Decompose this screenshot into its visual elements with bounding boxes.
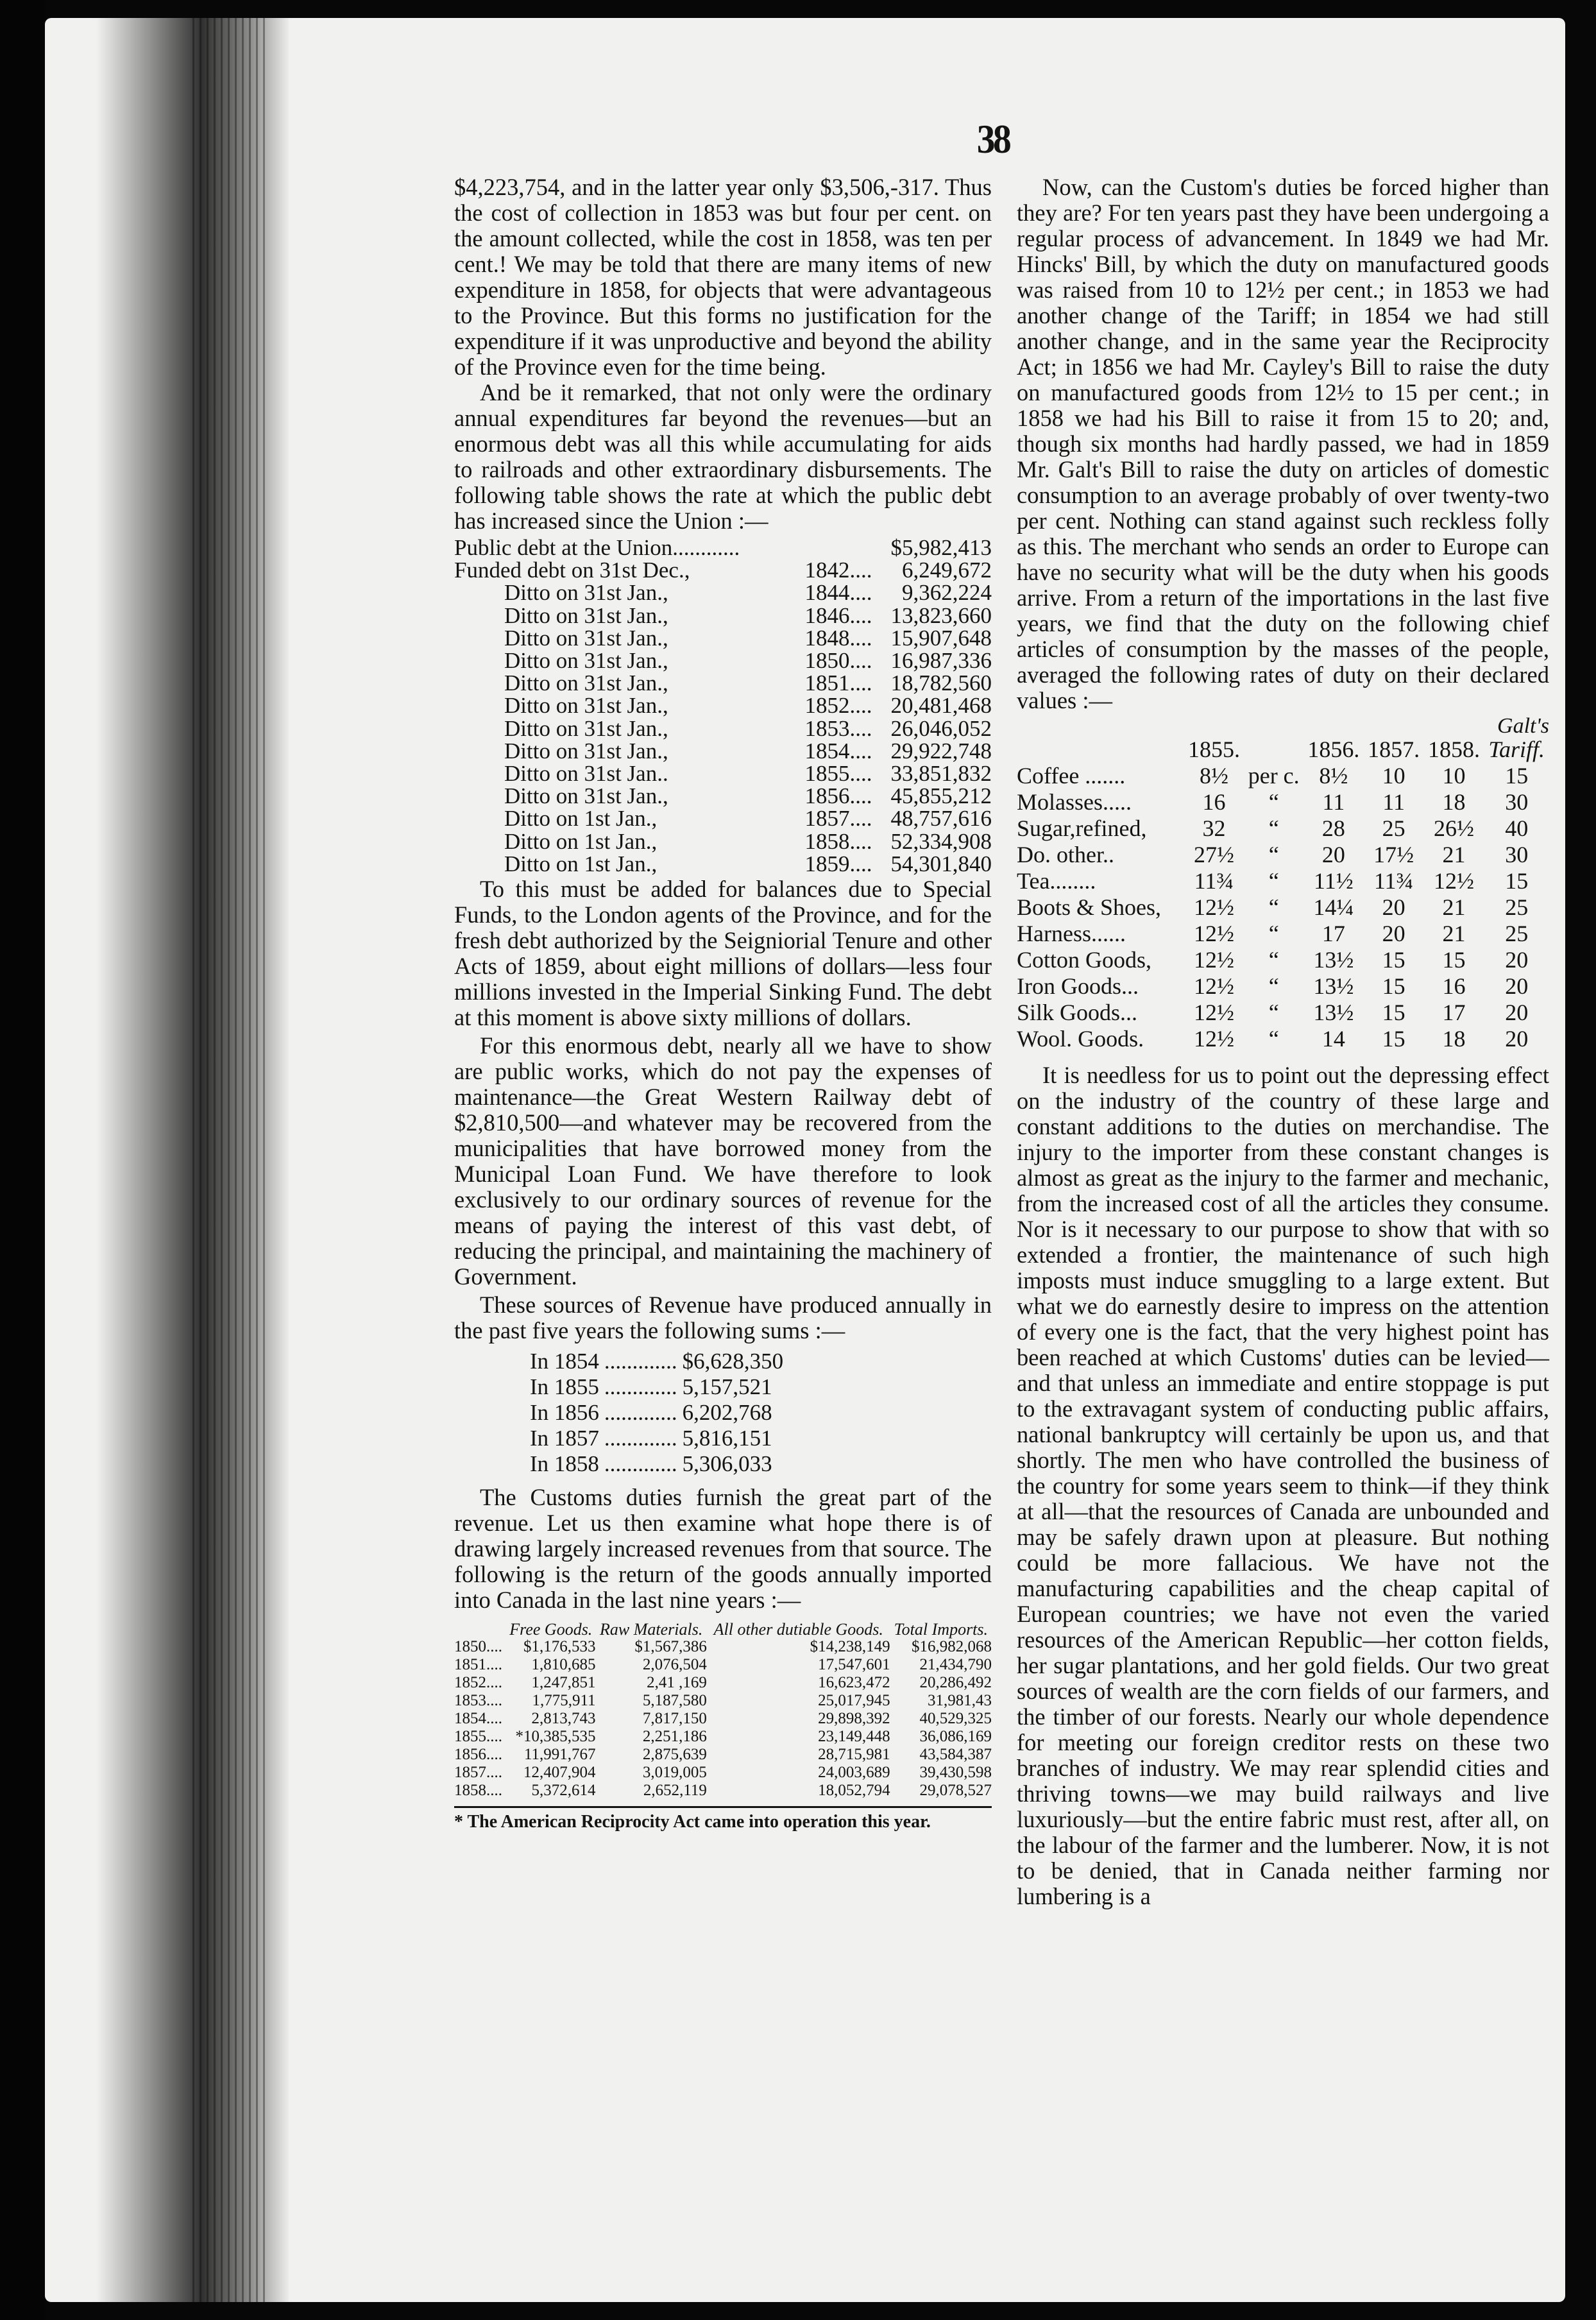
table-cell: 13½ bbox=[1313, 1000, 1354, 1025]
table-cell: 28 bbox=[1321, 815, 1345, 841]
table-row bbox=[454, 672, 992, 694]
table-cell: 2,652,119 bbox=[643, 1782, 707, 1800]
table-cell: 24,003,689 bbox=[818, 1764, 890, 1782]
debt-label: Ditto on 31st Jan., bbox=[504, 670, 668, 696]
table-cell: 1,810,685 bbox=[531, 1656, 596, 1674]
paragraph: For this enormous debt, nearly all we have to show are public works, which do not pay the expenses of maintenance—the Great Western Railway debt of $2,810,500—and whatever may be recovered from the municipalities that have borrowed money from the Municipal Loan Fund. We have therefore to look exclusively to our ordinary sources of revenue for the means of paying the interest of this vast debt, of reducing the principal, and maintaining the machinery of Government. bbox=[454, 1032, 992, 1290]
table-cell: Iron Goods... bbox=[1017, 973, 1139, 999]
table-cell: 14¼ bbox=[1313, 894, 1354, 920]
table-row bbox=[454, 1782, 992, 1800]
table-cell: 10 bbox=[1382, 763, 1405, 789]
paragraph: These sources of Revenue have produced annually in the past five years the following sums :— bbox=[454, 1292, 992, 1344]
table-row bbox=[454, 581, 992, 604]
debt-label: Ditto on 1st Jan., bbox=[504, 828, 658, 854]
debt-label: Ditto on 31st Jan., bbox=[504, 625, 668, 651]
table-cell: 16 bbox=[1442, 973, 1466, 999]
debt-amount: $5,982,413 bbox=[890, 535, 992, 560]
debt-label: Ditto on 1st Jan., bbox=[504, 806, 658, 832]
revenue-amount: 5,157,521 bbox=[682, 1374, 772, 1400]
leader-dots: ............. bbox=[604, 1451, 677, 1477]
table-cell: 21 bbox=[1442, 842, 1466, 867]
binding-page-edges bbox=[192, 18, 269, 2302]
table-cell: 1855.... bbox=[454, 1728, 502, 1746]
table-row bbox=[1017, 921, 1549, 947]
table-cell: 17,547,601 bbox=[818, 1656, 890, 1674]
debt-amount: 15,907,648 bbox=[890, 625, 992, 651]
table-cell: $1,567,386 bbox=[634, 1638, 707, 1656]
revenue-amount: 5,306,033 bbox=[682, 1451, 772, 1477]
table-row bbox=[454, 830, 992, 853]
table-row bbox=[454, 762, 992, 785]
debt-amount: 16,987,336 bbox=[890, 648, 992, 674]
table-row bbox=[454, 1674, 992, 1692]
table-cell: $1,176,533 bbox=[523, 1638, 596, 1656]
table-cell: 25 bbox=[1505, 921, 1529, 946]
table-cell: 18,052,794 bbox=[818, 1782, 890, 1800]
debt-label: Ditto on 31st Jan., bbox=[504, 738, 668, 763]
column-header: 1856. bbox=[1307, 737, 1360, 762]
table-cell: 11¾ bbox=[1194, 868, 1234, 894]
table-row bbox=[530, 1426, 783, 1451]
right-column bbox=[1017, 175, 1549, 1912]
table-cell: 12½ bbox=[1433, 868, 1474, 894]
table-row bbox=[454, 1710, 992, 1728]
table-cell: 7,817,150 bbox=[642, 1710, 707, 1728]
table-cell: 29,898,392 bbox=[818, 1710, 890, 1728]
table-cell: 1851.... bbox=[454, 1656, 502, 1674]
paragraph: It is needless for us to point out the depressing effect on the industry of the country of these large and constant additions to the duties on merchandise. The injury to the importer from these constant changes is almost as great as the injury to the farmer and mechanic, from the increased cost of all the articles they consume. Nor is it necessary to our purpose to show that with so extended a frontier, the maintenance of such high imposts must induce smuggling to a large extent. But what we do earnestly desire to impress on the attention of every one is the fact, that the very highest point has been reached at which Customs' duties can be levied—and that unless an immediate and entire stoppage is put to the extravagant system of conducting public affairs, national bankruptcy will certainly be upon us, and that shortly. The men who have controlled the business of the country for some years seem to think—if they think at all—that the resources of Canada are unbounded and may be safely drawn upon at pleasure. But nothing could be more fallacious. We have not the manufacturing capabilities and the cheap capital of European countries; we have not even the varied resources of the American Republic—her cotton fields, her sugar plantations, and her gold fields. Our two great sources of wealth are the corn fields of our farmers, and the timber of our forests. Nearly our whole dependence for meeting our foreign creditor rests on these two branches of industry. We may rear splendid cities and thriving towns—we may build railways and live luxuriously—but the entire fabric must rest, after all, on the labour of the farmer and the lumberer. Now, it is not to be denied, that in Canada neither farming nor lumbering is a bbox=[1017, 1062, 1549, 1909]
table-cell: 15 bbox=[1382, 973, 1405, 999]
column-header: Tariff. bbox=[1488, 737, 1545, 762]
debt-label: Ditto on 31st Jan., bbox=[504, 715, 668, 741]
table-cell: Do. other.. bbox=[1017, 842, 1114, 867]
table-row bbox=[530, 1374, 783, 1400]
table-cell: 1854.... bbox=[454, 1710, 502, 1728]
table-row bbox=[454, 740, 992, 762]
table-cell: 30 bbox=[1505, 789, 1529, 815]
table-cell: 21 bbox=[1442, 894, 1466, 920]
table-row bbox=[454, 559, 992, 581]
revenue-year: In 1855 bbox=[530, 1374, 599, 1400]
debt-label: Ditto on 1st Jan., bbox=[504, 851, 658, 876]
table-cell: 10 bbox=[1442, 763, 1466, 789]
table-cell: 16 bbox=[1202, 789, 1226, 815]
table-cell: 40,529,325 bbox=[919, 1710, 992, 1728]
table-cell: 1,247,851 bbox=[531, 1674, 596, 1692]
table-row bbox=[1017, 1000, 1549, 1026]
table-cell: 1857.... bbox=[454, 1764, 502, 1782]
debt-amount: 18,782,560 bbox=[890, 670, 992, 696]
table-cell: 15 bbox=[1505, 763, 1529, 789]
paragraph: $4,223,754, and in the latter year only $3,506,-317. Thus the cost of collection in 1853 was but four per cent. on the amount collected, while the cost in 1858, was ten per cent.! We may be told that there are many items of new expenditure in 1858, for objects that were advantageous to the Province. But this forms no justification for the expenditure if it was unproductive and beyond the ability of the Province even for the time being. bbox=[454, 174, 992, 380]
table-cell: 20 bbox=[1505, 973, 1529, 999]
table-cell: 17 bbox=[1321, 921, 1345, 946]
table-row bbox=[454, 1764, 992, 1782]
table-cell: 39,430,598 bbox=[919, 1764, 992, 1782]
table-cell: “ bbox=[1268, 815, 1279, 841]
revenue-amount: 6,202,768 bbox=[682, 1400, 772, 1426]
revenue-amount: $6,628,350 bbox=[682, 1349, 784, 1374]
table-cell: 17½ bbox=[1373, 842, 1414, 867]
public-debt-table bbox=[454, 536, 992, 875]
table-cell: 18 bbox=[1442, 1026, 1466, 1052]
table-cell: 20 bbox=[1505, 947, 1529, 973]
table-row bbox=[1017, 815, 1549, 842]
table-row bbox=[454, 536, 992, 559]
debt-label: Ditto on 31st Jan.. bbox=[504, 761, 668, 787]
table-cell: 1850.... bbox=[454, 1638, 502, 1656]
table-cell: 20 bbox=[1382, 921, 1405, 946]
revenue-year: In 1858 bbox=[530, 1451, 599, 1477]
table-cell: “ bbox=[1268, 947, 1279, 973]
table-cell: 11 bbox=[1322, 789, 1345, 815]
table-cell: “ bbox=[1268, 842, 1279, 867]
table-cell: $14,238,149 bbox=[810, 1638, 890, 1656]
debt-amount: 33,851,832 bbox=[890, 761, 992, 787]
table-cell: Molasses..... bbox=[1017, 789, 1132, 815]
table-cell: 12½ bbox=[1194, 1000, 1234, 1025]
debt-date: 1859.... bbox=[804, 851, 872, 876]
leader-dots: ............. bbox=[604, 1400, 677, 1426]
column-header: 1857. bbox=[1368, 737, 1420, 762]
table-row bbox=[1017, 973, 1549, 1000]
revenue-amount: 5,816,151 bbox=[682, 1426, 772, 1451]
column-header: 1855. bbox=[1188, 737, 1240, 762]
table-cell: 1856.... bbox=[454, 1746, 502, 1764]
leader-dots: ............. bbox=[604, 1426, 677, 1451]
table-cell: 5,187,580 bbox=[642, 1692, 707, 1710]
table-cell: 18 bbox=[1442, 789, 1466, 815]
debt-label: Ditto on 31st Jan., bbox=[504, 648, 668, 674]
table-cell: 20 bbox=[1382, 894, 1405, 920]
table-cell: 1858.... bbox=[454, 1782, 502, 1800]
debt-date: 1857.... bbox=[804, 806, 872, 832]
table-cell: 2,251,186 bbox=[642, 1728, 707, 1746]
table-cell: 25,017,945 bbox=[818, 1692, 890, 1710]
debt-date: 1854.... bbox=[804, 738, 872, 763]
table-cell: 17 bbox=[1442, 1000, 1466, 1025]
table-cell: 11,991,767 bbox=[523, 1746, 596, 1764]
table-cell: 29,078,527 bbox=[919, 1782, 992, 1800]
table-cell: Wool. Goods. bbox=[1017, 1026, 1144, 1052]
table-cell: 40 bbox=[1505, 815, 1529, 841]
debt-date: 1851.... bbox=[804, 670, 872, 696]
table-cell: 5,372,614 bbox=[531, 1782, 596, 1800]
table-cell: 13½ bbox=[1313, 947, 1354, 973]
column-header: Total Imports. bbox=[894, 1620, 989, 1639]
table-cell: “ bbox=[1268, 894, 1279, 920]
page-number: 38 bbox=[976, 116, 1010, 162]
table-cell: 16,623,472 bbox=[818, 1674, 890, 1692]
table-row bbox=[454, 1638, 992, 1656]
table-cell: 43,584,387 bbox=[919, 1746, 992, 1764]
debt-amount: 29,922,748 bbox=[890, 738, 992, 763]
table-cell: 20,286,492 bbox=[919, 1674, 992, 1692]
table-row bbox=[454, 649, 992, 672]
table-cell: “ bbox=[1268, 789, 1279, 815]
debt-date: 1844.... bbox=[804, 580, 872, 606]
debt-label: Ditto on 31st Jan., bbox=[504, 783, 668, 809]
debt-date: 1850.... bbox=[804, 648, 872, 674]
table-cell: 15 bbox=[1505, 868, 1529, 894]
table-cell: 8½ bbox=[1319, 763, 1348, 789]
column-header: 1858. bbox=[1427, 737, 1480, 762]
table-cell: 27½ bbox=[1194, 842, 1234, 867]
debt-date: 1858.... bbox=[804, 828, 872, 854]
table-cell: 14 bbox=[1321, 1026, 1345, 1052]
table-row bbox=[454, 717, 992, 740]
table-cell: 20 bbox=[1321, 842, 1345, 867]
table-cell: Boots & Shoes, bbox=[1017, 894, 1162, 920]
table-row bbox=[454, 627, 992, 649]
table-cell: Coffee ....... bbox=[1017, 763, 1126, 789]
column-header bbox=[1017, 737, 1184, 763]
table-cell: 12½ bbox=[1194, 921, 1234, 946]
debt-amount: 48,757,616 bbox=[890, 806, 992, 832]
table-cell: 11½ bbox=[1314, 868, 1354, 894]
table-cell: 1,775,911 bbox=[532, 1692, 596, 1710]
debt-label: Ditto on 31st Jan., bbox=[504, 693, 668, 719]
table-cell: Harness...... bbox=[1017, 921, 1126, 946]
table-cell: 12½ bbox=[1194, 947, 1234, 973]
table-cell: 2,076,504 bbox=[642, 1656, 707, 1674]
debt-amount: 26,046,052 bbox=[890, 715, 992, 741]
paragraph: Now, can the Custom's duties be forced higher than they are? For ten years past they have been undergoing a regular process of advancement. In 1849 we had Mr. Hincks' Bill, by which the duty on manufactured goods was raised from 10 to 12½ per cent.; in 1853 we had another change of the Tariff; in 1854 we had still another change, and in the same year the Reciprocity Act; in 1856 we had Mr. Cayley's Bill to raise the duty on manufactured goods from 12½ to 15 per cent.; in 1858 we had his Bill to raise it from 15 to 20; and, though six months had hardly passed, we had in 1859 Mr. Galt's Bill to raise the duty on articles of domestic consumption to an average probably of over twenty-two per cent. Nothing can stand against such reckless folly as this. The merchant who sends an order to Europe can have no security what will be the duty when his goods arrive. From a return of the importations in the last five years, we find that the duty on the following chief articles of consumption by the masses of the people, averaged the following rates of duty on their declared values :— bbox=[1017, 174, 1549, 713]
table-cell: 13½ bbox=[1313, 973, 1354, 999]
debt-label: Public debt at the Union............ bbox=[454, 535, 740, 560]
revenue-year: In 1856 bbox=[530, 1400, 599, 1426]
table-row bbox=[530, 1349, 783, 1374]
debt-date: 1855.... bbox=[804, 761, 872, 787]
column-header bbox=[1244, 737, 1303, 763]
table-cell: 11¾ bbox=[1373, 868, 1414, 894]
table-cell: “ bbox=[1268, 868, 1279, 894]
table-cell: 1853.... bbox=[454, 1692, 502, 1710]
duty-rates-table bbox=[1017, 737, 1549, 1052]
table-cell: Tea........ bbox=[1017, 868, 1096, 894]
table-cell: 8½ bbox=[1200, 763, 1228, 789]
debt-date: 1856.... bbox=[804, 783, 872, 809]
debt-date: 1842.... bbox=[804, 558, 872, 583]
table-cell: 12½ bbox=[1194, 973, 1234, 999]
table-cell: Silk Goods... bbox=[1017, 1000, 1138, 1025]
divider bbox=[454, 1806, 992, 1808]
table-cell: Cotton Goods, bbox=[1017, 947, 1152, 973]
table-row bbox=[1017, 868, 1549, 894]
debt-amount: 52,334,908 bbox=[890, 828, 992, 854]
table-cell: 20 bbox=[1505, 1026, 1529, 1052]
table-cell: 11 bbox=[1382, 789, 1405, 815]
debt-amount: 6,249,672 bbox=[902, 558, 992, 583]
table-row bbox=[530, 1400, 783, 1426]
table-cell: 15 bbox=[1382, 947, 1405, 973]
table-cell: *10,385,535 bbox=[515, 1728, 596, 1746]
table-cell: per c. bbox=[1248, 763, 1300, 789]
paragraph: The Customs duties furnish the great part of the revenue. Let us then examine what hope there is of drawing largely increased revenues from that source. The following is the return of the goods annually imported into Canada in the last nine years :— bbox=[454, 1484, 992, 1614]
table-cell: 3,019,005 bbox=[642, 1764, 707, 1782]
table-cell: 31,981,43 bbox=[928, 1692, 992, 1710]
paragraph: To this must be added for balances due to Special Funds, to the London agents of the Province, and for the fresh debt authorized by the Seigniorial Tenure and other Acts of 1859, about eight millions of dollars—less four millions invested in the Imperial Sinking Fund. The debt at this moment is above sixty millions of dollars. bbox=[454, 876, 992, 1031]
table-cell: 21,434,790 bbox=[919, 1656, 992, 1674]
footnote: * The American Reciprocity Act came into operation this year. bbox=[454, 1812, 931, 1832]
table-row bbox=[454, 604, 992, 627]
table-cell: “ bbox=[1268, 921, 1279, 946]
table-row bbox=[454, 785, 992, 807]
table-row bbox=[1017, 1026, 1549, 1052]
revenue-year: In 1854 bbox=[530, 1349, 599, 1374]
table-row bbox=[454, 1728, 992, 1746]
table-cell: $16,982,068 bbox=[912, 1638, 992, 1656]
revenue-year: In 1857 bbox=[530, 1426, 599, 1451]
table-row bbox=[454, 807, 992, 830]
debt-label: Funded debt on 31st Dec., bbox=[454, 558, 690, 583]
table-cell: “ bbox=[1268, 973, 1279, 999]
table-cell: “ bbox=[1268, 1026, 1279, 1052]
debt-date bbox=[792, 536, 872, 559]
debt-amount: 13,823,660 bbox=[890, 602, 992, 628]
table-row bbox=[454, 1692, 992, 1710]
table-cell: 1852.... bbox=[454, 1674, 502, 1692]
duty-table-header-galts: Galt's bbox=[1497, 714, 1549, 738]
table-cell: “ bbox=[1268, 1000, 1279, 1025]
table-cell: 30 bbox=[1505, 842, 1529, 867]
table-cell: 25 bbox=[1505, 894, 1529, 920]
table-row bbox=[1017, 789, 1549, 815]
debt-date: 1852.... bbox=[804, 693, 872, 719]
debt-amount: 45,855,212 bbox=[890, 783, 992, 809]
leader-dots: ............. bbox=[604, 1349, 677, 1374]
table-cell: 15 bbox=[1382, 1000, 1405, 1025]
debt-date: 1848.... bbox=[804, 625, 872, 651]
table-cell: 25 bbox=[1382, 815, 1405, 841]
debt-label: Ditto on 31st Jan., bbox=[504, 580, 668, 606]
debt-amount: 20,481,468 bbox=[890, 693, 992, 719]
leader-dots: ............. bbox=[604, 1374, 677, 1400]
table-cell: 2,41 ,169 bbox=[647, 1674, 707, 1692]
table-cell: 26½ bbox=[1433, 815, 1474, 841]
table-cell: 20 bbox=[1505, 1000, 1529, 1025]
table-row bbox=[1017, 763, 1549, 789]
imports-table bbox=[454, 1621, 992, 1800]
table-row bbox=[454, 853, 992, 875]
revenue-table bbox=[530, 1349, 783, 1477]
debt-date: 1846.... bbox=[804, 602, 872, 628]
table-row bbox=[454, 694, 992, 717]
column-header: All other dutiable Goods. bbox=[713, 1620, 883, 1639]
table-row bbox=[1017, 894, 1549, 921]
table-cell: 21 bbox=[1442, 921, 1466, 946]
table-row bbox=[454, 1656, 992, 1674]
column-header bbox=[454, 1621, 506, 1638]
table-cell: 12½ bbox=[1194, 894, 1234, 920]
table-cell: 15 bbox=[1442, 947, 1466, 973]
paragraph: And be it remarked, that not only were the ordinary annual expenditures far beyond the revenues—but an enormous debt was all this while accumulating for aids to railroads and other extraordinary disbursements. The following table shows the rate at which the public debt has increased since the Union :— bbox=[454, 379, 992, 534]
table-cell: Sugar,refined, bbox=[1017, 815, 1147, 841]
table-cell: 36,086,169 bbox=[919, 1728, 992, 1746]
column-header: Raw Materials. bbox=[600, 1620, 703, 1639]
table-cell: 2,813,743 bbox=[531, 1710, 596, 1728]
debt-amount: 9,362,224 bbox=[902, 580, 992, 606]
table-cell: 12½ bbox=[1194, 1026, 1234, 1052]
table-row bbox=[1017, 842, 1549, 868]
debt-date: 1853.... bbox=[804, 715, 872, 741]
table-row bbox=[454, 1746, 992, 1764]
debt-amount: 54,301,840 bbox=[890, 851, 992, 876]
table-cell: 28,715,981 bbox=[818, 1746, 890, 1764]
debt-label: Ditto on 31st Jan., bbox=[504, 602, 668, 628]
table-row bbox=[530, 1451, 783, 1477]
scan-border bbox=[0, 0, 45, 2320]
table-cell: 32 bbox=[1202, 815, 1226, 841]
table-cell: 2,875,639 bbox=[642, 1746, 707, 1764]
left-column bbox=[454, 175, 992, 1832]
table-row bbox=[1017, 947, 1549, 973]
table-cell: 12,407,904 bbox=[523, 1764, 596, 1782]
table-cell: 15 bbox=[1382, 1026, 1405, 1052]
column-header: Free Goods. bbox=[509, 1620, 593, 1639]
table-cell: 23,149,448 bbox=[818, 1728, 890, 1746]
